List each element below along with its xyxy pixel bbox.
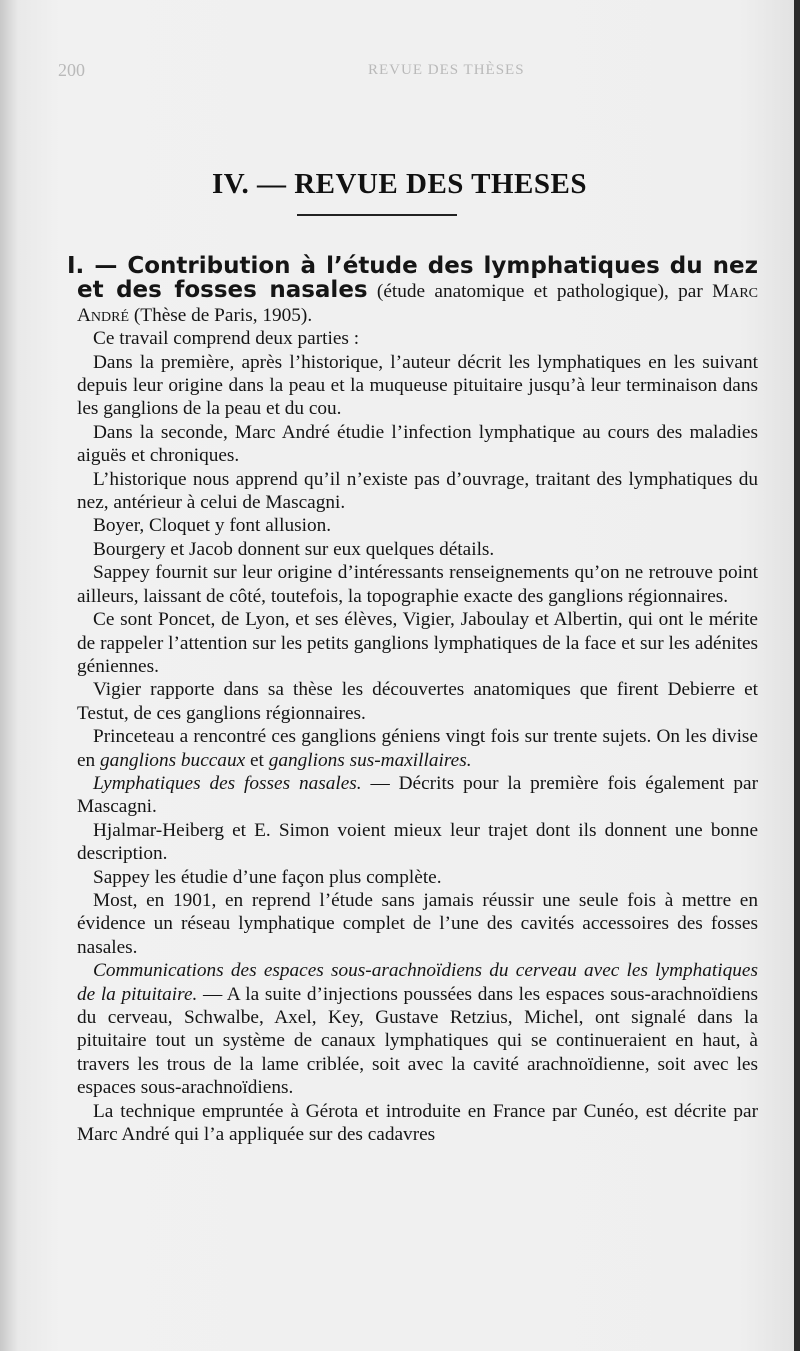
article-number: I. — xyxy=(67,253,128,279)
subsection-heading: Lymphatiques des fosses nasales. xyxy=(93,772,362,794)
article-source: (Thèse de Paris, 1905). xyxy=(129,304,313,326)
paragraph: Vigier rapporte dans sa thèse les découvertes anatomiques que firent Debierre et Testut, de ces ganglions régionnaires. xyxy=(77,679,758,724)
paragraph: Boyer, Cloquet y font allusion. xyxy=(93,515,332,537)
paragraph-text: — Décrits pour la première fois également par Mascagni. xyxy=(77,772,758,818)
paragraph: Bourgery et Jacob donnent sur eux quelques détails. xyxy=(93,538,495,560)
paragraph-text: — A la suite d’injections poussées dans les espaces sous-arachnoïdiens du cerveau, Schwalbe, Axel, Key, Gustave Retzius, Michel, ont signalé dans la pituitaire tout un système de canaux lymphatiques qui se continueraient en haut, à travers les trous de la lame criblée, soit avec la cavité arachnoïdienne, soit avec les espaces sous-arachnoïdiens. xyxy=(77,983,758,1099)
paragraph: L’historique nous apprend qu’il n’existe pas d’ouvrage, traitant des lymphatiques du nez, antérieur à celui de Mascagni. xyxy=(77,468,758,514)
paragraph: Ce sont Poncet, de Lyon, et ses élèves, Vigier, Jaboulay et Albertin, qui ont le mérite de rappeler l’attention sur les petits ganglions lymphatiques de la face et sur les adénites géniennes. xyxy=(77,609,758,677)
article-title: Contribution à l’étude des lymphatiques du nez et des fosses nasales xyxy=(77,253,759,304)
paragraph: Dans la seconde, Marc André étudie l’infection lymphatique au cours des maladies aiguës et chroniques. xyxy=(77,421,758,467)
italic-term: ganglions buccaux xyxy=(100,749,246,771)
subsection-heading: Communications des espaces sous-arachnoïdiens du cerveau avec les lymphatiques de la pituitaire. xyxy=(77,960,758,1005)
paragraph-text: Princeteau a rencontré ces ganglions géniens vingt fois sur trente sujets. On les divise en xyxy=(77,726,758,771)
article-author: Marc André xyxy=(77,281,758,326)
paragraph xyxy=(77,959,758,1099)
italic-term: ganglions sus-maxillaires. xyxy=(268,749,472,771)
paragraph xyxy=(77,725,758,772)
page-number: 200 xyxy=(58,60,85,80)
paragraph: Dans la première, après l’historique, l’auteur décrit les lymphatiques en les suivant depuis leur origine dans la peau et la muqueuse pituitaire jusqu’à leur terminaison dans les ganglions de la peau et du cou. xyxy=(77,351,758,420)
paragraph: Most, en 1901, en reprend l’étude sans jamais réussir une seule fois à mettre en évidence un réseau lymphatique complet de l’une des cavités accessoires des fosses nasales. xyxy=(77,889,758,958)
title-rule xyxy=(297,214,457,216)
paragraph: La technique empruntée à Gérota et introduite en France par Cunéo, est décrite par Marc André qui l’a appliquée sur des cadavres xyxy=(77,1100,758,1146)
running-title: REVUE DES THÈSES xyxy=(368,62,525,78)
body-text xyxy=(67,253,759,1146)
article-subtitle: (étude anatomique et pathologique), par xyxy=(367,281,713,303)
section-title: IV. — REVUE DES THESES xyxy=(212,168,587,200)
paragraph xyxy=(77,772,758,819)
paragraph: Ce travail comprend deux parties : xyxy=(93,328,360,350)
paragraph: Hjalmar-Heiberg et E. Simon voient mieux leur trajet dont ils donnent une bonne description. xyxy=(77,819,758,865)
page-header xyxy=(56,60,756,90)
paragraph: Sappey fournit sur leur origine d’intéressants renseignements qu’on ne retrouve point ailleurs, laissant de côté, toutefois, la topographie exacte des ganglions régionnaires. xyxy=(77,562,758,607)
paragraph: Sappey les étudie d’une façon plus complète. xyxy=(93,866,442,888)
article-heading xyxy=(67,253,759,327)
paragraph-text: et xyxy=(245,749,269,771)
